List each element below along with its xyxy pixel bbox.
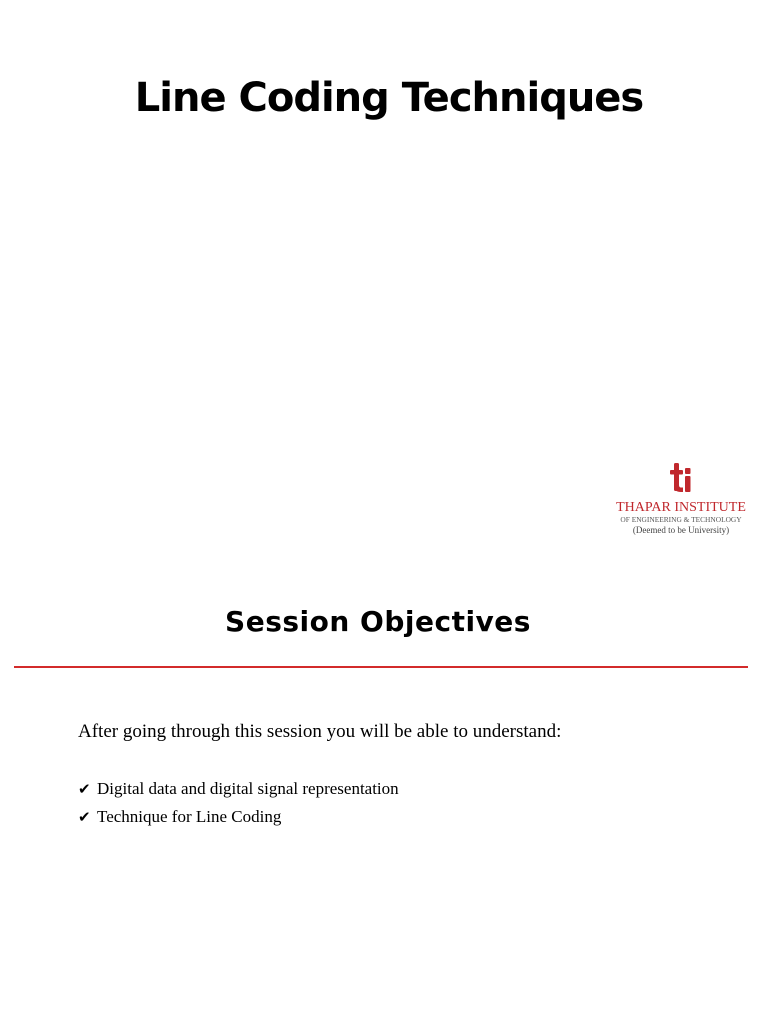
objective-item — [78, 775, 399, 803]
objective-label: Technique for Line Coding — [97, 807, 282, 826]
check-icon: ✔ — [78, 780, 91, 798]
logo-institute-subtitle: OF ENGINEERING & TECHNOLOGY — [620, 515, 742, 524]
ti-mark-icon — [670, 463, 691, 492]
slide-title: Line Coding Techniques — [134, 75, 644, 121]
institute-logo — [608, 458, 754, 540]
objective-label: Digital data and digital signal representation — [97, 779, 399, 798]
objective-item — [78, 803, 399, 831]
logo-institute-name: THAPAR INSTITUTE — [616, 500, 746, 515]
objectives-list — [78, 775, 399, 831]
section-heading: Session Objectives — [225, 605, 531, 638]
check-icon: ✔ — [78, 808, 91, 826]
logo-university-note: (Deemed to be University) — [632, 525, 730, 535]
section-divider — [14, 666, 748, 668]
intro-text: After going through this session you will be able to understand: — [78, 721, 562, 742]
